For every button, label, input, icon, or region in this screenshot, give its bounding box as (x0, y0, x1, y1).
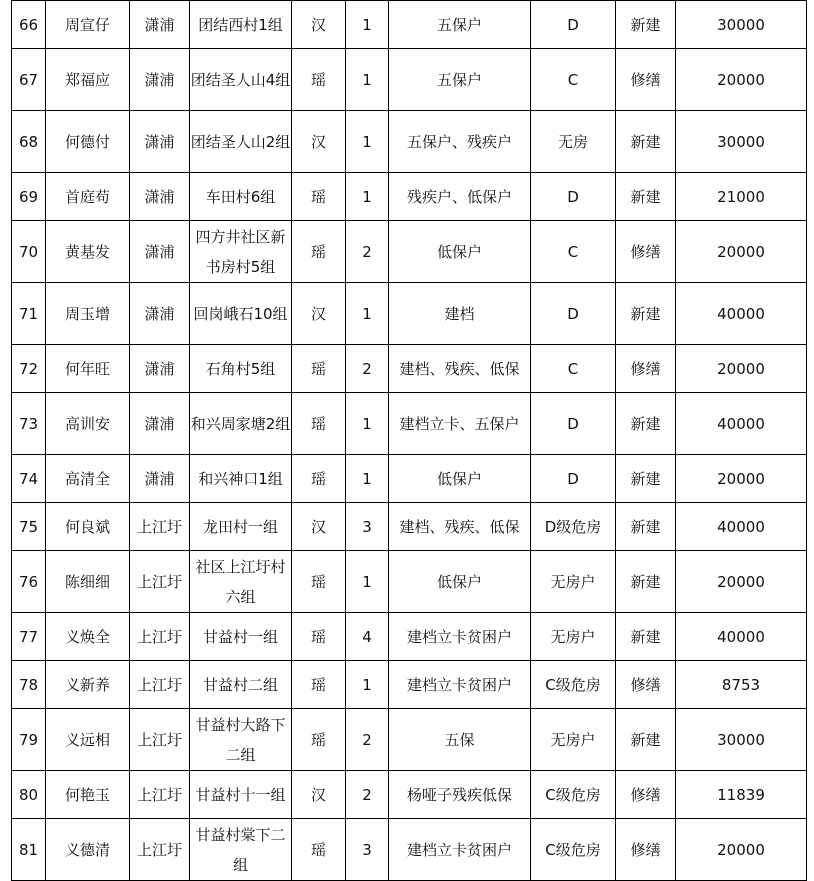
table-row (12, 613, 807, 661)
build-type-cell: 修缮 (616, 661, 676, 709)
name-cell: 何艳玉 (46, 771, 130, 819)
table-row (12, 49, 807, 111)
table-row (12, 221, 807, 283)
subsidy-amount-cell: 20000 (676, 345, 807, 393)
household-count-cell: 1 (346, 1, 389, 49)
village-cell: 回岗峨石10组 (190, 283, 292, 345)
house-level-cell: C (531, 221, 616, 283)
row-number: 69 (12, 173, 46, 221)
table-row (12, 455, 807, 503)
table-row (12, 393, 807, 455)
household-type-cell: 杨哑子残疾低保 (389, 771, 531, 819)
household-type-cell: 低保户 (389, 551, 531, 613)
house-level-cell: 无房 (531, 111, 616, 173)
household-count-cell: 3 (346, 819, 389, 881)
household-type-cell: 建档 (389, 283, 531, 345)
town-cell: 上江圩 (130, 661, 190, 709)
household-type-cell: 建档立卡、五保户 (389, 393, 531, 455)
subsidy-amount-cell: 21000 (676, 173, 807, 221)
build-type-cell: 修缮 (616, 771, 676, 819)
table-row (12, 551, 807, 613)
build-type-cell: 修缮 (616, 49, 676, 111)
town-cell: 潇浦 (130, 173, 190, 221)
household-count-cell: 1 (346, 173, 389, 221)
row-number: 66 (12, 1, 46, 49)
ethnic-cell: 汉 (292, 771, 346, 819)
row-number: 79 (12, 709, 46, 771)
ethnic-cell: 瑶 (292, 221, 346, 283)
village-cell: 和兴神口1组 (190, 455, 292, 503)
name-cell: 义焕全 (46, 613, 130, 661)
household-count-cell: 1 (346, 551, 389, 613)
row-number: 71 (12, 283, 46, 345)
subsidy-amount-cell: 20000 (676, 455, 807, 503)
household-count-cell: 2 (346, 709, 389, 771)
table-row (12, 283, 807, 345)
row-number: 68 (12, 111, 46, 173)
town-cell: 上江圩 (130, 551, 190, 613)
name-cell: 陈细细 (46, 551, 130, 613)
build-type-cell: 新建 (616, 455, 676, 503)
household-type-cell: 五保户 (389, 1, 531, 49)
town-cell: 潇浦 (130, 345, 190, 393)
table-row (12, 345, 807, 393)
household-type-cell: 五保 (389, 709, 531, 771)
subsidy-amount-cell: 20000 (676, 551, 807, 613)
household-type-cell: 低保户 (389, 455, 531, 503)
name-cell: 何年旺 (46, 345, 130, 393)
house-level-cell: D (531, 455, 616, 503)
village-cell: 甘益村十一组 (190, 771, 292, 819)
household-count-cell: 1 (346, 393, 389, 455)
ethnic-cell: 瑶 (292, 613, 346, 661)
town-cell: 潇浦 (130, 455, 190, 503)
village-cell: 甘益村大路下二组 (190, 709, 292, 771)
household-type-cell: 低保户 (389, 221, 531, 283)
build-type-cell: 新建 (616, 283, 676, 345)
name-cell: 何良斌 (46, 503, 130, 551)
village-cell: 甘益村二组 (190, 661, 292, 709)
house-level-cell: C级危房 (531, 661, 616, 709)
household-count-cell: 1 (346, 661, 389, 709)
village-cell: 车田村6组 (190, 173, 292, 221)
build-type-cell: 新建 (616, 613, 676, 661)
village-cell: 团结圣人山4组 (190, 49, 292, 111)
subsidy-amount-cell: 8753 (676, 661, 807, 709)
town-cell: 上江圩 (130, 503, 190, 551)
subsidy-amount-cell: 40000 (676, 613, 807, 661)
name-cell: 义德清 (46, 819, 130, 881)
build-type-cell: 新建 (616, 111, 676, 173)
town-cell: 上江圩 (130, 613, 190, 661)
name-cell: 义远相 (46, 709, 130, 771)
ethnic-cell: 瑶 (292, 345, 346, 393)
household-count-cell: 3 (346, 503, 389, 551)
town-cell: 潇浦 (130, 1, 190, 49)
household-count-cell: 2 (346, 771, 389, 819)
village-cell: 甘益村棠下二组 (190, 819, 292, 881)
household-type-cell: 建档立卡贫困户 (389, 819, 531, 881)
ethnic-cell: 汉 (292, 503, 346, 551)
town-cell: 上江圩 (130, 709, 190, 771)
table-row (12, 709, 807, 771)
village-cell: 社区上江圩村六组 (190, 551, 292, 613)
house-level-cell: D (531, 173, 616, 221)
household-type-cell: 建档立卡贫困户 (389, 613, 531, 661)
household-count-cell: 1 (346, 49, 389, 111)
subsidy-amount-cell: 20000 (676, 819, 807, 881)
row-number: 76 (12, 551, 46, 613)
household-type-cell: 建档、残疾、低保 (389, 345, 531, 393)
name-cell: 郑福应 (46, 49, 130, 111)
house-level-cell: C级危房 (531, 819, 616, 881)
ethnic-cell: 瑶 (292, 49, 346, 111)
subsidy-amount-cell: 30000 (676, 1, 807, 49)
household-type-cell: 建档、残疾、低保 (389, 503, 531, 551)
household-type-cell: 残疾户、低保户 (389, 173, 531, 221)
house-level-cell: C级危房 (531, 771, 616, 819)
name-cell: 何德付 (46, 111, 130, 173)
village-cell: 甘益村一组 (190, 613, 292, 661)
table-body (12, 1, 807, 881)
ethnic-cell: 瑶 (292, 709, 346, 771)
build-type-cell: 修缮 (616, 221, 676, 283)
table-row (12, 819, 807, 881)
house-level-cell: D级危房 (531, 503, 616, 551)
household-count-cell: 1 (346, 111, 389, 173)
household-type-cell: 五保户、残疾户 (389, 111, 531, 173)
town-cell: 上江圩 (130, 771, 190, 819)
row-number: 80 (12, 771, 46, 819)
ethnic-cell: 瑶 (292, 661, 346, 709)
name-cell: 首庭苟 (46, 173, 130, 221)
town-cell: 潇浦 (130, 393, 190, 455)
row-number: 72 (12, 345, 46, 393)
table-row (12, 503, 807, 551)
household-count-cell: 1 (346, 283, 389, 345)
village-cell: 团结西村1组 (190, 1, 292, 49)
subsidy-amount-cell: 30000 (676, 111, 807, 173)
village-cell: 四方井社区新书房村5组 (190, 221, 292, 283)
ethnic-cell: 汉 (292, 111, 346, 173)
ethnic-cell: 瑶 (292, 551, 346, 613)
table-row (12, 111, 807, 173)
subsidy-amount-cell: 40000 (676, 393, 807, 455)
row-number: 77 (12, 613, 46, 661)
subsidy-amount-cell: 11839 (676, 771, 807, 819)
name-cell: 黄基发 (46, 221, 130, 283)
house-level-cell: D (531, 393, 616, 455)
household-count-cell: 2 (346, 345, 389, 393)
subsidy-amount-cell: 20000 (676, 221, 807, 283)
household-count-cell: 2 (346, 221, 389, 283)
house-level-cell: D (531, 283, 616, 345)
ethnic-cell: 瑶 (292, 173, 346, 221)
build-type-cell: 新建 (616, 709, 676, 771)
row-number: 81 (12, 819, 46, 881)
build-type-cell: 新建 (616, 173, 676, 221)
subsidy-amount-cell: 20000 (676, 49, 807, 111)
build-type-cell: 新建 (616, 1, 676, 49)
row-number: 78 (12, 661, 46, 709)
village-cell: 和兴周家塘2组 (190, 393, 292, 455)
build-type-cell: 新建 (616, 503, 676, 551)
village-cell: 团结圣人山2组 (190, 111, 292, 173)
name-cell: 周宣仔 (46, 1, 130, 49)
household-count-cell: 4 (346, 613, 389, 661)
household-type-cell: 五保户 (389, 49, 531, 111)
town-cell: 潇浦 (130, 111, 190, 173)
village-cell: 龙田村一组 (190, 503, 292, 551)
table-row (12, 771, 807, 819)
ethnic-cell: 瑶 (292, 393, 346, 455)
row-number: 67 (12, 49, 46, 111)
town-cell: 上江圩 (130, 819, 190, 881)
row-number: 75 (12, 503, 46, 551)
ethnic-cell: 瑶 (292, 455, 346, 503)
name-cell: 高训安 (46, 393, 130, 455)
subsidy-amount-cell: 40000 (676, 503, 807, 551)
house-level-cell: D (531, 1, 616, 49)
household-type-cell: 建档立卡贫困户 (389, 661, 531, 709)
name-cell: 周玉增 (46, 283, 130, 345)
household-count-cell: 1 (346, 455, 389, 503)
town-cell: 潇浦 (130, 221, 190, 283)
table-row (12, 1, 807, 49)
housing-table (11, 0, 807, 881)
house-level-cell: C (531, 49, 616, 111)
house-level-cell: C (531, 345, 616, 393)
town-cell: 潇浦 (130, 49, 190, 111)
table-row (12, 173, 807, 221)
build-type-cell: 新建 (616, 393, 676, 455)
build-type-cell: 新建 (616, 551, 676, 613)
subsidy-amount-cell: 40000 (676, 283, 807, 345)
row-number: 70 (12, 221, 46, 283)
subsidy-amount-cell: 30000 (676, 709, 807, 771)
village-cell: 石角村5组 (190, 345, 292, 393)
house-level-cell: 无房户 (531, 551, 616, 613)
row-number: 73 (12, 393, 46, 455)
build-type-cell: 修缮 (616, 819, 676, 881)
name-cell: 高清全 (46, 455, 130, 503)
build-type-cell: 修缮 (616, 345, 676, 393)
ethnic-cell: 汉 (292, 283, 346, 345)
house-level-cell: 无房户 (531, 709, 616, 771)
house-level-cell: 无房户 (531, 613, 616, 661)
row-number: 74 (12, 455, 46, 503)
ethnic-cell: 汉 (292, 1, 346, 49)
ethnic-cell: 瑶 (292, 819, 346, 881)
name-cell: 义新养 (46, 661, 130, 709)
table-row (12, 661, 807, 709)
town-cell: 潇浦 (130, 283, 190, 345)
